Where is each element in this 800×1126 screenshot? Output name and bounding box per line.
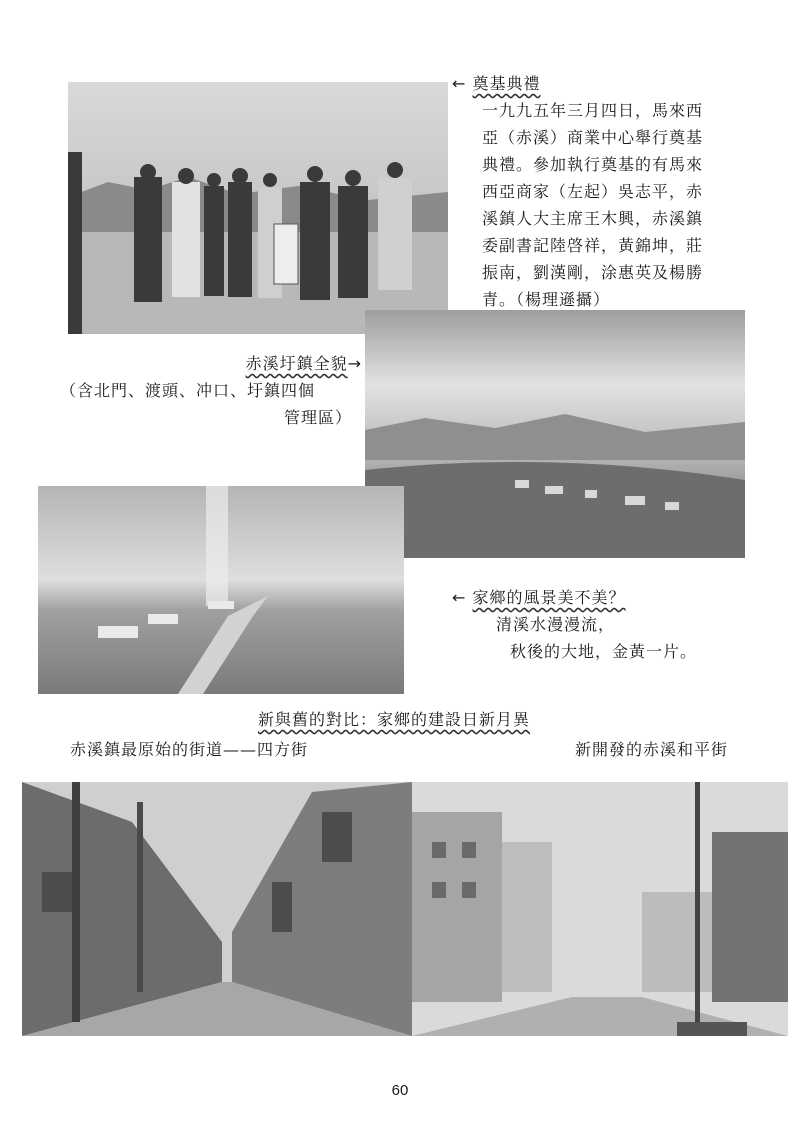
- ceremony-title-line: [452, 70, 703, 97]
- new-street-caption: 新開發的赤溪和平街: [575, 740, 729, 759]
- page-number: 60: [391, 1082, 409, 1099]
- scenery-caption: [452, 584, 697, 665]
- scenery-photo: [38, 486, 404, 694]
- scenery-title-line: [452, 584, 697, 611]
- contrast-title: 新與舊的對比：家鄉的建設日新月異: [258, 710, 531, 729]
- ceremony-line: 一九九五年三月四日，馬來西: [482, 101, 704, 120]
- town-caption: [60, 350, 362, 431]
- left-arrow-icon: ←: [452, 74, 467, 93]
- ceremony-line: 振南，劉漢剛，涂惠英及楊勝: [482, 263, 704, 282]
- old-street-caption: 赤溪鎮最原始的街道——四方街: [70, 740, 309, 759]
- ceremony-caption: [452, 70, 703, 313]
- ceremony-line: 亞（赤溪）商業中心舉行奠基: [482, 128, 704, 147]
- scenery-line: 秋後的大地，金黃一片。: [510, 642, 698, 661]
- ceremony-line: 西亞商家（左起）吳志平，赤: [482, 182, 704, 201]
- ceremony-line: 青。（楊理遜攝）: [482, 290, 611, 309]
- old-street-photo: [22, 782, 412, 1036]
- town-line: 管理區）: [283, 408, 352, 427]
- ceremony-line: 溪鎮人大主席王木興，赤溪鎮: [482, 209, 704, 228]
- scenery-line: 清溪水漫漫流，: [496, 615, 616, 634]
- ceremony-line: 委副書記陸啓祥，黃錦坤，莊: [482, 236, 704, 255]
- scenery-title: 家鄉的風景美不美？: [472, 588, 626, 607]
- town-panorama-photo: [365, 310, 745, 558]
- new-street-photo: [412, 782, 788, 1036]
- right-arrow-icon: →: [347, 354, 362, 373]
- town-line: （含北門、渡頭、冲口、圩鎮四個: [60, 381, 316, 400]
- ceremony-photo: [68, 82, 448, 334]
- ceremony-title: 奠基典禮: [472, 74, 541, 93]
- left-arrow-icon: ←: [452, 588, 467, 607]
- ceremony-line: 典禮。參加執行奠基的有馬來: [482, 155, 704, 174]
- town-title: 赤溪圩鎮全貌: [245, 354, 348, 373]
- town-title-line: [60, 350, 362, 377]
